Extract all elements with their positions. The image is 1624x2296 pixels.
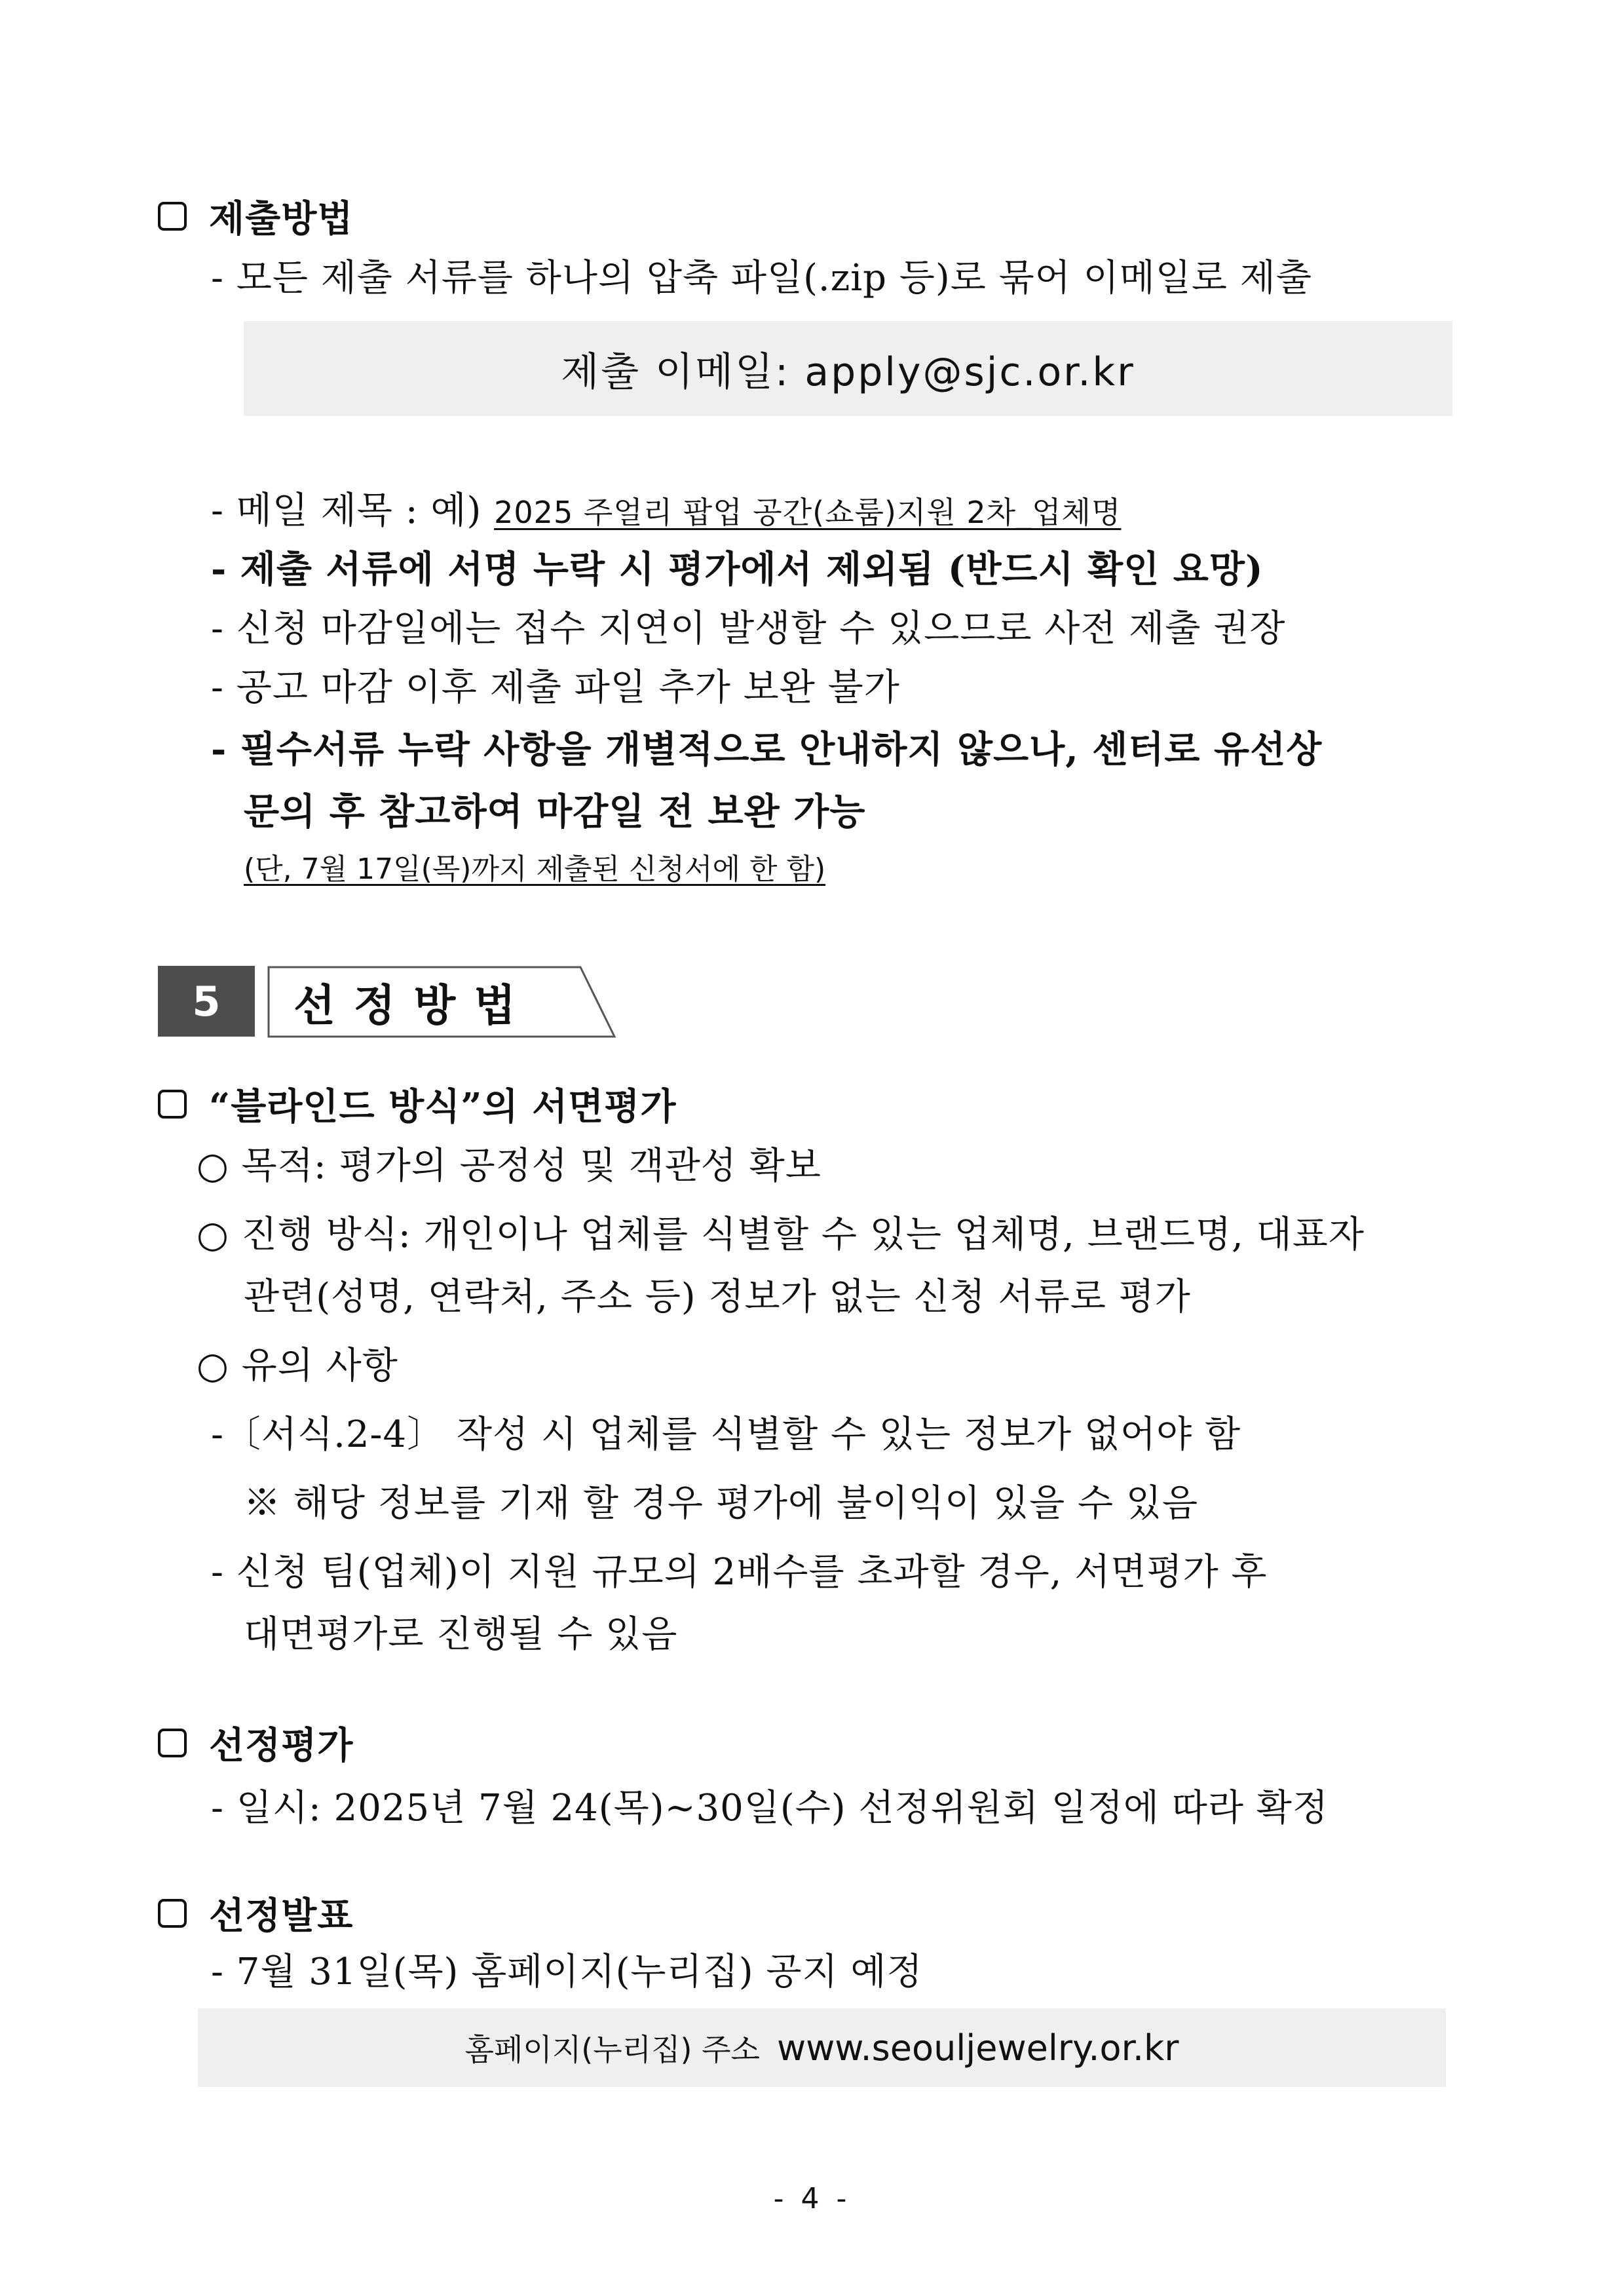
missing-docs-line-2: 문의 후 참고하여 마감일 전 보완 가능 <box>244 790 866 833</box>
no-addition-note: - 공고 마감 이후 제출 파일 추가 보완 불가 <box>211 666 900 709</box>
blind-method-1: ○ 진행 방식: 개인이나 업체를 식별할 수 있는 업체명, 브랜드명, 대표자 <box>197 1214 1365 1256</box>
missing-docs-note: (단, 7월 17일(목)까지 제출된 신청서에 한 함) <box>244 852 826 886</box>
blind-heading-text: “블라인드 방식”의 서면평가 <box>209 1085 677 1128</box>
blind-note-1: -〔서식.2-4〕 작성 시 업체를 식별할 수 있는 정보가 없어야 함 <box>211 1413 1241 1456</box>
website-box <box>198 2008 1446 2087</box>
section-title: 선정방법 <box>293 980 535 1031</box>
mail-subject-line <box>211 482 1121 534</box>
blind-method-2: 관련(성명, 연락처, 주소 등) 정보가 없는 신청 서류로 평가 <box>244 1276 1191 1318</box>
signature-warning: - 제출 서류에 서명 누락 시 평가에서 제외됨 (반드시 확인 요망) <box>211 548 1264 591</box>
blind-note-2b: 대면평가로 진행될 수 있음 <box>244 1613 678 1656</box>
blind-note-2a: - 신청 팀(업체)이 지원 규모의 2배수를 초과할 경우, 서면평가 후 <box>211 1551 1268 1594</box>
evaluation-date: - 일시: 2025년 7월 24(목)~30일(수) 선정위원회 일정에 따라 확정 <box>211 1787 1329 1829</box>
submission-line-1: - 모든 제출 서류를 하나의 압축 파일(.zip 등)로 묶어 이메일로 제출 <box>211 257 1312 299</box>
email-box-text[interactable]: 제출 이메일: apply@sjc.or.kr <box>561 349 1135 395</box>
mail-subject-example: 2025 주얼리 팝업 공간(쇼룸)지원 2차_업체명 <box>494 495 1122 530</box>
missing-docs-line-1: - 필수서류 누락 사항을 개별적으로 안내하지 않으나, 센터로 유선상 <box>211 728 1323 771</box>
announcement-date: - 7월 31일(목) 홈페이지(누리집) 공지 예정 <box>211 1951 923 1993</box>
submission-heading-text: 제출방법 <box>209 197 354 240</box>
announcement-heading-text: 선정발표 <box>209 1894 354 1938</box>
website-url[interactable]: www.seouljewelry.or.kr <box>776 2027 1179 2069</box>
evaluation-heading-text: 선정평가 <box>209 1724 354 1767</box>
mail-subject-prefix: - 메일 제목 : 예) <box>211 489 482 532</box>
blind-note-1-sub: ※ 해당 정보를 기재 할 경우 평가에 불이익이 있을 수 있음 <box>244 1482 1199 1525</box>
checkbox-icon <box>158 1899 187 1928</box>
announcement-heading <box>158 1887 353 1940</box>
blind-notes-heading: ○ 유의 사항 <box>197 1345 398 1387</box>
page-number: - 4 - <box>773 2182 851 2215</box>
deadline-note: - 신청 마감일에는 접수 지연이 발생할 수 있으므로 사전 제출 권장 <box>211 607 1286 650</box>
checkbox-icon <box>158 1729 187 1757</box>
evaluation-heading <box>158 1717 353 1769</box>
blind-purpose: ○ 목적: 평가의 공정성 및 객관성 확보 <box>197 1145 821 1187</box>
checkbox-icon <box>158 202 187 231</box>
submission-heading <box>158 190 353 242</box>
blind-heading <box>158 1078 676 1130</box>
section-number: 5 <box>158 966 255 1037</box>
email-box <box>244 321 1452 416</box>
checkbox-icon <box>158 1090 187 1119</box>
website-label: 홈페이지(누리집) 주소 <box>464 2032 760 2067</box>
